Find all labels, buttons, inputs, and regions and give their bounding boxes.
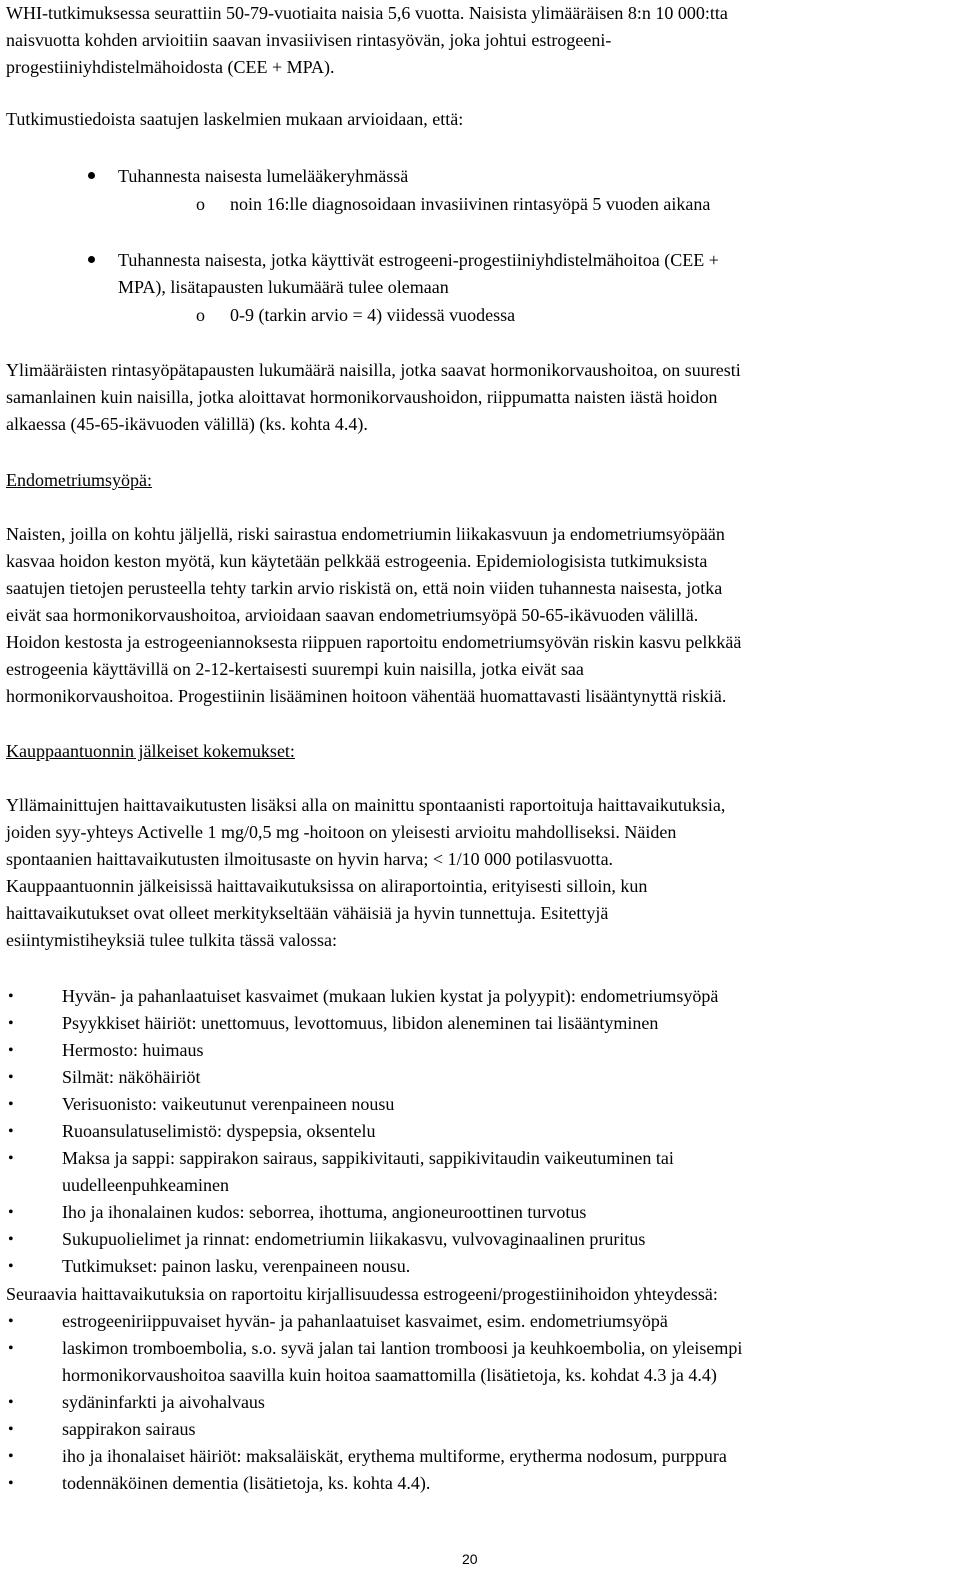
list-item <box>6 1091 958 1118</box>
bullet-icon: • <box>8 1015 14 1032</box>
bullet-icon: • <box>8 1150 14 1167</box>
whi-paragraph <box>6 0 958 81</box>
text-line: sappirakon sairaus <box>62 1419 196 1439</box>
literature-effects-list <box>6 1308 958 1497</box>
text-line: estrogeeniriippuvaiset hyvän- ja pahanlaatuiset kasvaimet, esim. endometriumsyöpä <box>62 1311 668 1331</box>
endometrium-paragraph <box>6 521 958 710</box>
bullet-icon: • <box>8 1448 14 1465</box>
text-line: Tutkimustiedoista saatujen laskelmien mukaan arvioidaan, että: <box>6 109 464 129</box>
post-marketing-heading <box>6 738 958 765</box>
text-line: laskimon tromboembolia, s.o. syvä jalan tai lantion tromboosi ja keuhkoembolia, on yleisempi <box>62 1338 743 1358</box>
list-item <box>6 1064 958 1091</box>
text-line: Naisten, joilla on kohtu jäljellä, riski sairastua endometriumin liikakasvuun ja endometriumsyöpään <box>6 524 725 544</box>
text-line: Hoidon kestosta ja estrogeeniannoksesta riippuen raportoitu endometriumsyövän riskin kasvu pelkkää <box>6 632 742 652</box>
adverse-effects-list <box>6 983 958 1280</box>
text-line: sydäninfarkti ja aivohalvaus <box>62 1392 265 1412</box>
list-item <box>6 1470 958 1497</box>
text-line: Tutkimukset: painon lasku, verenpaineen nousu. <box>62 1256 411 1276</box>
calculation-intro <box>6 106 958 133</box>
excess-cases-paragraph <box>6 357 958 438</box>
list-item <box>6 1308 958 1335</box>
text-line: alkaessa (45-65-ikävuoden välillä) (ks. kohta 4.4). <box>6 414 368 434</box>
bullet-icon: • <box>8 1231 14 1248</box>
section-heading: Endometriumsyöpä: <box>6 470 152 490</box>
bullet-icon: • <box>8 1258 14 1275</box>
list-item <box>6 1443 958 1470</box>
bullet-icon: • <box>8 1475 14 1492</box>
text-line: haittavaikutukset ovat olleet merkitykseltään vähäisiä ja hyvin tunnettuja. Esitettyjä <box>6 903 609 923</box>
text-line: uudelleenpuhkeaminen <box>62 1175 229 1195</box>
text-line: Psyykkiset häiriöt: unettomuus, levottomuus, libidon aleneminen tai lisääntyminen <box>62 1013 659 1033</box>
sub-bullet-combination <box>196 302 950 329</box>
text-line: todennäköinen dementia (lisätietoja, ks. kohta 4.4). <box>62 1473 431 1493</box>
bullet-placebo <box>118 163 948 190</box>
bullet-icon: • <box>8 1096 14 1113</box>
bullet-icon: • <box>8 1123 14 1140</box>
text-line: hormonikorvaushoitoa. Progestiinin lisääminen hoitoon vähentää huomattavasti lisääntynyttä riskiä. <box>6 686 727 706</box>
text-line: eivät saa hormonikorvaushoitoa, arvioidaan saavan endometriumsyöpä 50-65-ikävuoden välillä. <box>6 605 699 625</box>
bullet-icon: • <box>8 1042 14 1059</box>
text-line: joiden syy-yhteys Activelle 1 mg/0,5 mg -hoitoon on yleisesti arvioitu mahdolliseksi. Näiden <box>6 822 677 842</box>
bullet-icon: • <box>8 1204 14 1221</box>
text-line: Verisuonisto: vaikeutunut verenpaineen nousu <box>62 1094 395 1114</box>
text-line: Tuhannesta naisesta, jotka käyttivät estrogeeni-progestiiniyhdistelmähoitoa (CEE + <box>118 250 719 270</box>
text-line: estrogeenia käyttävillä on 2-12-kertaisesti suurempi kuin naisilla, jotka eivät saa <box>6 659 584 679</box>
text-line: Hermosto: huimaus <box>62 1040 204 1060</box>
text-line: spontaanien haittavaikutusten ilmoitusaste on hyvin harva; < 1/10 000 potilasvuotta. <box>6 849 614 869</box>
list-item <box>6 1118 958 1145</box>
bullet-icon: • <box>8 1394 14 1411</box>
sub-bullet-marker: o <box>196 194 205 214</box>
section-heading: Kauppaantuonnin jälkeiset kokemukset: <box>6 741 295 761</box>
sub-bullet-placebo <box>196 191 950 218</box>
bullet-icon: • <box>8 1421 14 1438</box>
text-line: Kauppaantuonnin jälkeisissä haittavaikutuksissa on aliraportointia, erityisesti silloin, kun <box>6 876 648 896</box>
bullet-icon: • <box>8 1340 14 1357</box>
text-line: iho ja ihonalaiset häiriöt: maksaläiskät, erythema multiforme, erytherma nodosum, purppura <box>62 1446 727 1466</box>
list-item <box>6 1145 958 1199</box>
text-line: Silmät: näköhäiriöt <box>62 1067 201 1087</box>
list-item <box>6 1389 958 1416</box>
endometrium-heading <box>6 467 958 494</box>
text-line: 0-9 (tarkin arvio = 4) viidessä vuodessa <box>230 305 516 325</box>
text-line: samanlainen kuin naisilla, jotka aloittavat hormonikorvaushoidon, riippumatta naisten iästä hoidon <box>6 387 718 407</box>
text-line: hormonikorvaushoitoa saavilla kuin hoitoa saamattomilla (lisätietoja, ks. kohdat 4.3 ja 4.4) <box>62 1365 717 1385</box>
text-line: progestiiniyhdistelmähoidosta (CEE + MPA). <box>6 57 335 77</box>
list-item <box>6 1010 958 1037</box>
list-item <box>6 1253 958 1280</box>
text-line: Hyvän- ja pahanlaatuiset kasvaimet (mukaan lukien kystat ja polyypit): endometriumsyöpä <box>62 986 719 1006</box>
text-line: Ylimääräisten rintasyöpätapausten lukumäärä naisilla, jotka saavat hormonikorvaushoitoa, on suuresti <box>6 360 741 380</box>
list-item <box>6 1037 958 1064</box>
sub-bullet-marker: o <box>196 305 205 325</box>
bullet-icon: • <box>8 1069 14 1086</box>
page-number: 20 <box>462 1551 478 1567</box>
list-item <box>6 983 958 1010</box>
text-line: noin 16:lle diagnosoidaan invasiivinen rintasyöpä 5 vuoden aikana <box>230 194 711 214</box>
bullet-dot-icon <box>88 256 95 263</box>
text-line: Ruoansulatuselimistö: dyspepsia, oksentelu <box>62 1121 376 1141</box>
list-item <box>6 1226 958 1253</box>
text-line: kasvaa hoidon keston myötä, kun käytetään pelkkää estrogeenia. Epidemiologisista tutkimuksista <box>6 551 708 571</box>
list-item <box>6 1199 958 1226</box>
text-line: esiintymistiheyksiä tulee tulkita tässä valossa: <box>6 930 337 950</box>
post-marketing-paragraph <box>6 792 958 954</box>
bullet-combination <box>118 247 948 301</box>
text-line: WHI-tutkimuksessa seurattiin 50-79-vuotiaita naisia 5,6 vuotta. Naisista ylimääräisen 8:n 10 000:tta <box>6 3 728 23</box>
text-line: Seuraavia haittavaikutuksia on raportoitu kirjallisuudessa estrogeeni/progestiinihoidon yhteydessä: <box>6 1284 718 1304</box>
text-line: MPA), lisätapausten lukumäärä tulee olemaan <box>118 277 449 297</box>
bullet-dot-icon <box>88 172 95 179</box>
text-line: Yllämainittujen haittavaikutusten lisäksi alla on mainittu spontaanisti raportoituja haittavaikutuksia, <box>6 795 726 815</box>
bullet-icon: • <box>8 988 14 1005</box>
text-line: saatujen tietojen perusteella tehty tarkin arvio riskistä on, että noin viiden tuhannesta naisesta, jotka <box>6 578 723 598</box>
list-item <box>6 1416 958 1443</box>
text-line: Iho ja ihonalainen kudos: seborrea, ihottuma, angioneuroottinen turvotus <box>62 1202 587 1222</box>
text-line: Tuhannesta naisesta lumelääkeryhmässä <box>118 166 409 186</box>
text-line: naisvuotta kohden arvioitiin saavan invasiivisen rintasyövän, joka johtui estrogeeni- <box>6 30 612 50</box>
literature-intro <box>6 1281 958 1308</box>
text-line: Maksa ja sappi: sappirakon sairaus, sappikivitauti, sappikivitaudin vaikeutuminen tai <box>62 1148 674 1168</box>
text-line: Sukupuolielimet ja rinnat: endometriumin liikakasvu, vulvovaginaalinen pruritus <box>62 1229 646 1249</box>
bullet-icon: • <box>8 1313 14 1330</box>
list-item <box>6 1335 958 1389</box>
